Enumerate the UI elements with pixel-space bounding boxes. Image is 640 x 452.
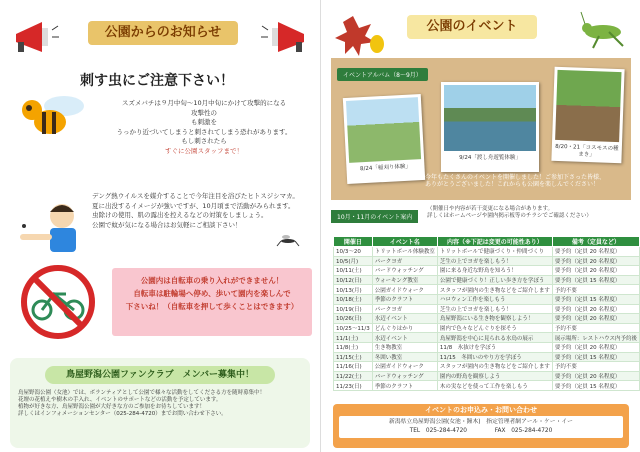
photo-rice-harvest — [343, 94, 425, 184]
hornet-text — [98, 99, 310, 156]
no-bicycle-icon — [20, 264, 96, 340]
table-cell: スタッフが園内の生き物などをご紹介します — [437, 362, 552, 372]
table-row — [334, 285, 640, 295]
table-row — [334, 275, 640, 285]
text-line: 花壇の花植えや樹木の手入れ、イベントのサポートなどの活動を予定しています。 — [18, 397, 222, 403]
autumn-leaves-icon — [333, 14, 389, 58]
table-cell: 生き物教室 — [372, 342, 437, 352]
table-cell: トリットボールで健康づくり・仲間づくり — [437, 247, 552, 257]
insect-heading: 刺す虫にご注意下さい！ — [80, 73, 234, 89]
hornet-icon — [14, 86, 88, 146]
table-cell: ウォーキング教室 — [372, 275, 437, 285]
table-cell: 11/8(土) — [334, 342, 373, 352]
mosquito-icon — [276, 232, 300, 248]
table-row — [334, 362, 640, 372]
text-line: もし刺されたら — [181, 137, 227, 145]
megaphone-icon — [12, 20, 60, 56]
table-row — [334, 314, 640, 324]
table-row — [334, 256, 640, 266]
text-line: 詳しくはホームページや園内掲示板等のチラシでご確認ください） — [427, 213, 592, 219]
fanclub-text — [10, 384, 310, 418]
table-cell: 要予約（定員 20 名程度） — [552, 247, 639, 257]
table-row — [334, 247, 640, 257]
photo-boat-ride — [441, 82, 539, 172]
table-cell: 季節のクラフト — [372, 294, 437, 304]
table-cell: 要予約（定員 15 名程度） — [552, 294, 639, 304]
photo-board — [331, 58, 631, 200]
text-line: 鳥屋野潟公園（女池）では、ボランティアとして公園で様々な活動をしてくださる方を随時募集中！ — [18, 390, 266, 396]
table-cell: 11/8 氷抜けを学ぼう — [437, 342, 552, 352]
table-row — [334, 304, 640, 314]
table-cell: パークヨガ — [372, 304, 437, 314]
table-cell: 11/16(日) — [334, 362, 373, 372]
text-line: すぐに公園スタッフまで！ — [165, 146, 243, 155]
text-line: スズメバチは９月中旬～10月中旬にかけて攻撃的になる — [121, 99, 287, 107]
table-cell: トリットボール体験教室 — [372, 247, 437, 257]
album-label: イベントアルバム（8～9月） — [337, 68, 428, 81]
table-row — [334, 381, 640, 391]
table-cell: 予約不要 — [552, 323, 639, 333]
table-cell: 10/26(日) — [334, 314, 373, 324]
col-header: 内容（※下記は変更の可能性あり） — [437, 237, 552, 247]
text-line: 夏に出没するイメージが強いですが、10月頃まで活動がみられます。 — [92, 201, 295, 210]
text-line: 公園で蚊が気になる場合はお気軽にご相談下さい！ — [92, 220, 242, 229]
text-line: 自転車は駐輪場へ停め、歩いて園内を楽しんで — [133, 289, 291, 298]
table-cell: 要予約（定員 20 名程度） — [552, 266, 639, 276]
schedule-note — [427, 206, 637, 220]
table-cell: 木の実などを使って工作を楽しもう — [437, 381, 552, 391]
table-cell: 要予約（定員 15 名程度） — [552, 275, 639, 285]
text-line: 植物が好きな方、鳥屋野潟公園が大好きな方のご参加をお待ちしています！ — [18, 404, 206, 410]
fanclub-title: 鳥屋野潟公園ファンクラブ メンバー募集中！ — [45, 366, 275, 384]
table-cell: 芝生の上でヨガを楽しもう！ — [437, 304, 552, 314]
table-cell: どんぐりはかり — [372, 323, 437, 333]
table-cell: 11/23(日) — [334, 381, 373, 391]
text-line: 詳しくはインフォメーションセンター（025-284-4720）までお問い合わせ下さい。 — [18, 411, 227, 417]
contact-details — [339, 416, 623, 438]
table-cell: 10/11(土) — [334, 266, 373, 276]
bike-notice — [112, 268, 312, 336]
table-cell: 要予約（定員 15 名程度） — [552, 381, 639, 391]
table-cell: 水辺イベント — [372, 314, 437, 324]
contact-box — [333, 404, 629, 448]
table-cell: 要予約（定員 15 名程度） — [552, 352, 639, 362]
table-row — [334, 323, 640, 333]
table-cell: 芝生の上でヨガを楽しもう！ — [437, 256, 552, 266]
text-line: 公園内は自転車の乗り入れができません！ — [140, 276, 284, 285]
text-line: うっかり近づいてしまうと刺されてしまう恐れがあります。 — [116, 127, 292, 136]
photo-caption: 8/24「稲刈り体験」 — [359, 163, 412, 173]
table-cell: 鳥屋野潟を中心に見られる水鳥の展示 — [437, 333, 552, 343]
table-cell: 11/22(土) — [334, 371, 373, 381]
table-cell: 10/13(月) — [334, 285, 373, 295]
photo-caption: 8/20・21「コスモスの種まき」 — [555, 143, 619, 159]
child-mosquito-icon — [14, 196, 94, 256]
table-cell: スタッフが園内の生き物などをご紹介します — [437, 285, 552, 295]
text-line: 今年もたくさんのイベントを開催しました！ご参加下さった皆様、 — [425, 174, 606, 181]
table-cell: 10/25～11/3 — [334, 323, 373, 333]
table-cell: 園に来る身近な野鳥を知ろう！ — [437, 266, 552, 276]
text-line: も刺激を — [191, 118, 217, 126]
fanclub-box — [10, 358, 310, 448]
event-table — [333, 236, 637, 391]
table-cell: 要予約（定員 20 名程度） — [552, 342, 639, 352]
table-row — [334, 352, 640, 362]
table-cell: 11/1(土) — [334, 333, 373, 343]
text-line: （開催日や内容が若干変更になる場合があります。 — [427, 206, 554, 212]
mosquito-text — [92, 192, 314, 230]
table-cell: 展示場所：レストハウス内予約後 — [552, 333, 639, 343]
contact-fax: FAX 025-284-4720 — [494, 428, 553, 434]
table-cell: 水辺イベント — [372, 333, 437, 343]
table-row — [334, 342, 640, 352]
table-cell: 10/19(日) — [334, 304, 373, 314]
megaphone-icon — [260, 20, 308, 56]
table-cell: 公園ガイドウォーク — [372, 362, 437, 372]
table-cell: パークヨガ — [372, 256, 437, 266]
table-cell: 鳥屋野潟にいる生き物を観察しよう！ — [437, 314, 552, 324]
table-cell: 11/15 冬囲いのやり方を学ぼう — [437, 352, 552, 362]
table-cell: 10/5(月) — [334, 256, 373, 266]
table-cell: バードウォッチング — [372, 371, 437, 381]
table-row — [334, 371, 640, 381]
table-cell: 11/15(土) — [334, 352, 373, 362]
table-cell: 10/18(土) — [334, 294, 373, 304]
table-cell: 10/3～20 — [334, 247, 373, 257]
table-row — [334, 333, 640, 343]
table-cell: 要予約（定員 20 名程度） — [552, 304, 639, 314]
contact-title: イベントのお申込み・お問い合わせ — [425, 406, 537, 414]
table-cell: 季節のクラフト — [372, 381, 437, 391]
table-cell: 公園で健康づくり！正しい歩き方を学ぼう — [437, 275, 552, 285]
table-cell: 要予約（定員 20 名程度） — [552, 314, 639, 324]
right-page — [320, 0, 640, 452]
contact-phones — [339, 427, 623, 436]
col-header: 備考（定員など） — [552, 237, 639, 247]
table-cell: 要予約（定員 20 名程度） — [552, 371, 639, 381]
event-title: 公園のイベント — [407, 15, 537, 39]
notice-title: 公園からのお知らせ — [88, 21, 238, 45]
table-cell: ハロウィン工作を楽しもう — [437, 294, 552, 304]
photo-cosmos-sowing — [551, 67, 624, 163]
table-cell: 10/12(日) — [334, 275, 373, 285]
col-header: イベント名 — [372, 237, 437, 247]
text-line: 虫除けの使用、肌の露出を控えるなどの対策をしましょう。 — [92, 211, 268, 219]
text-line: 下さいね！（自転車を押して歩くことはできます） — [125, 302, 299, 311]
table-cell: 公園ガイドウォーク — [372, 285, 437, 295]
text-line: 攻撃性の — [191, 108, 217, 117]
contact-tel: TEL 025-284-4720 — [409, 428, 467, 434]
table-row — [334, 294, 640, 304]
table-row — [334, 266, 640, 276]
text-line: ありがとうございました！これからも公園を楽しんでください！ — [425, 181, 600, 188]
photo-note — [425, 174, 629, 188]
table-cell: バードウォッチング — [372, 266, 437, 276]
table-cell: 予約不要 — [552, 285, 639, 295]
contact-line: 新潟県立鳥屋野潟公園(女池・鐘木) 指定管理者網アール・ケー・イー — [389, 419, 573, 425]
grasshopper-icon — [579, 10, 629, 50]
photo-caption: 9/24「渡し舟遊覧体験」 — [459, 155, 521, 161]
col-header: 開催日 — [334, 237, 373, 247]
text-line: デング熱ウイルスを媒介することで今年注目を浴びたヒトスジシマカ。 — [92, 192, 299, 200]
schedule-label: 10月・11月のイベント案内 — [331, 210, 418, 223]
table-cell: 要予約（定員 20 名程度） — [552, 256, 639, 266]
event-rows — [334, 247, 640, 391]
table-cell: 園内で色々などんぐりを探そう — [437, 323, 552, 333]
table-cell: 園内の野鳥を観察しよう — [437, 371, 552, 381]
table-cell: 冬囲い教室 — [372, 352, 437, 362]
table-cell: 予約不要 — [552, 362, 639, 372]
